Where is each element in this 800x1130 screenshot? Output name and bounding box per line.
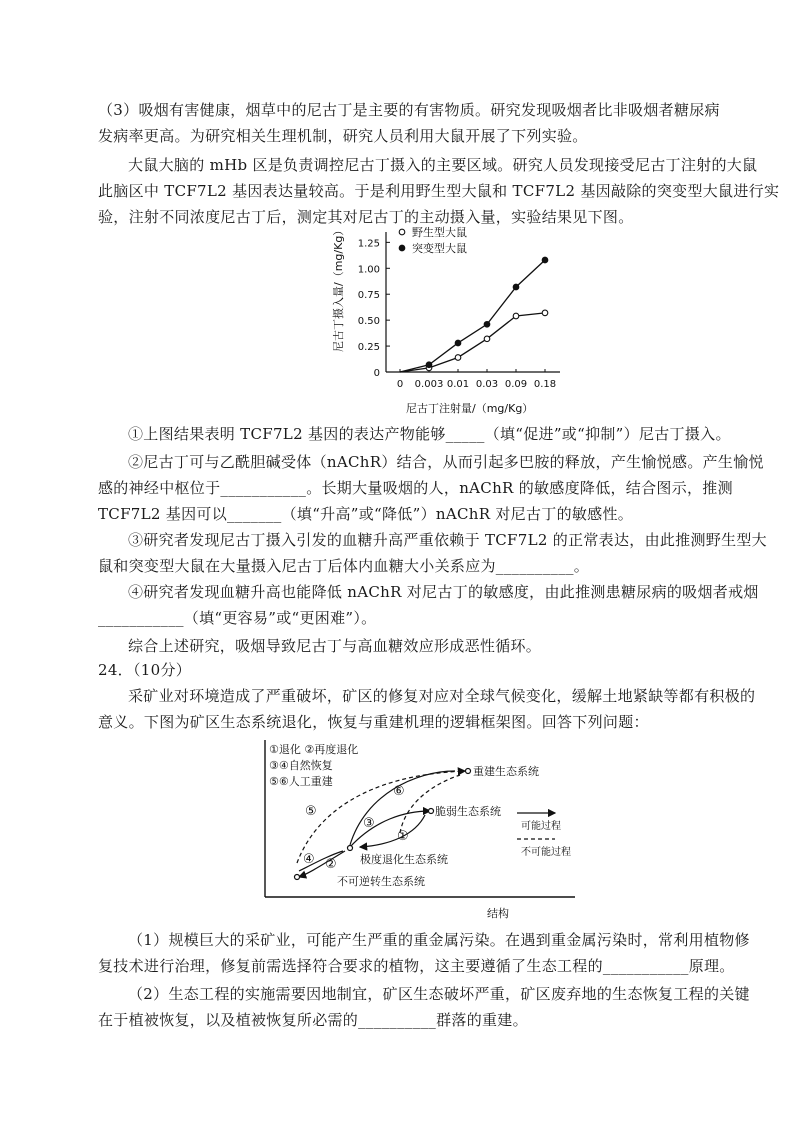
legend-marker — [399, 245, 405, 251]
y-tick-label: 0.50 — [357, 316, 380, 328]
diagram-number-5: ⑤ — [305, 804, 317, 819]
x-tick-label: 0.18 — [533, 379, 557, 390]
x-tick-label: 0.01 — [446, 379, 470, 390]
y-tick-label: 0.25 — [357, 342, 380, 354]
q23-question-3-line1: ③研究者发现尼古丁摄入引发的血糖升高严重依赖于 TCF7L2 的正常表达，由此推测野生型大 — [128, 531, 767, 549]
q23-question-2-line1: ②尼古丁可与乙酰胆碱受体（nAChR）结合，从而引起多巴胺的释放，产生愉悦感。产生愉悦 — [128, 453, 764, 471]
x-tick-label: 0.03 — [475, 379, 499, 390]
node-rebuilt-label: 重建生态系统 — [473, 765, 539, 778]
x-tick-label: 0.09 — [504, 379, 528, 390]
y-tick-label: 1.25 — [357, 238, 380, 250]
q23-para-line2: 此脑区中 TCF7L2 基因表达量较高。于是利用野生型大鼠和 TCF7L2 基因敲除的突变型大鼠进行实 — [98, 182, 780, 200]
mine-ecosystem-diagram — [255, 735, 585, 924]
q23-question-4-line1: ④研究者发现血糖升高也能降低 nAChR 对尼古丁的敏感度，由此推测患糖尿病的吸烟者戒烟 — [128, 583, 759, 601]
q23-summary: 综合上述研究，吸烟导致尼古丁与高血糖效应形成恶性循环。 — [128, 637, 542, 655]
legend-marker — [399, 229, 405, 235]
diagram-number-6: ⑥ — [393, 784, 405, 799]
diagram-number-4: ④ — [303, 852, 315, 867]
series-line-1 — [400, 313, 545, 372]
series-point-2 — [484, 321, 490, 327]
series-point-2 — [513, 284, 519, 290]
diagram-axis-label: 结构 — [487, 907, 509, 920]
key-impossible-label: 不可能过程 — [521, 847, 571, 858]
key-possible-label: 可能过程 — [521, 821, 561, 832]
chart-y-axis-label: 尼古丁摄入量/（mg/Kg） — [332, 224, 345, 352]
diagram-legend-line1: ①退化 ②再度退化 — [269, 743, 359, 756]
q23-question-1: ①上图结果表明 TCF7L2 基因的表达产物能够_____（填“促进”或“抑制”）尼古丁摄入。 — [128, 425, 731, 443]
q23-para-line3: 验，注射不同浓度尼古丁后，测定其对尼古丁的主动摄入量，实验结果见下图。 — [98, 208, 634, 226]
q24-sub1-line2: 复技术进行治理，修复前需选择符合要求的植物，这主要遵循了生态工程的___________原理。 — [98, 957, 735, 975]
q24-header: 24．（10分） — [98, 661, 192, 679]
diagram-legend-line3: ⑤⑥人工重建 — [269, 775, 333, 788]
legend-label: 突变型大鼠 — [412, 242, 467, 255]
y-tick-label: 1.00 — [357, 264, 380, 276]
q24-intro-line2: 意义。下图为矿区生态系统退化，恢复与重建机理的逻辑框架图。回答下列问题： — [98, 713, 649, 731]
diagram-number-2: ② — [325, 857, 337, 872]
q23-intro-line2: 发病率更高。为研究相关生理机制，研究人员利用大鼠开展了下列实验。 — [98, 127, 588, 145]
x-tick-label: 0 — [396, 379, 404, 390]
chart-x-axis-label: 尼古丁注射量/（mg/Kg） — [406, 402, 534, 415]
q24-intro-line1: 采矿业对环境造成了严重破坏，矿区的修复对应对全球气候变化，缓解土地紧缺等都有积极的 — [128, 687, 756, 705]
series-point-1 — [542, 310, 548, 316]
y-tick-label: 0.75 — [357, 290, 380, 302]
legend-label: 野生型大鼠 — [412, 226, 467, 239]
y-tick-label: 0 — [373, 368, 380, 379]
q23-question-2-line3: TCF7L2 基因可以_______（填“升高”或“降低”）nAChR 对尼古丁的敏感性。 — [98, 505, 634, 523]
q23-question-2-line2: 感的神经中枢位于___________。长期大量吸烟的人，nAChR 的敏感度降低，结合图示，推测 — [98, 479, 733, 497]
node-degraded-label: 极度退化生态系统 — [360, 853, 448, 866]
series-point-1 — [513, 313, 519, 319]
node-fragile-label: 脆弱生态系统 — [435, 805, 501, 818]
q23-question-3-line2: 鼠和突变型大鼠在大量摄入尼古丁后体内血糖大小关系应为__________。 — [98, 557, 590, 575]
series-line-2 — [400, 260, 545, 372]
node-irreversible-label: 不可逆转生态系统 — [337, 875, 425, 888]
diagram-number-3: ③ — [363, 816, 375, 831]
series-point-2 — [542, 257, 548, 263]
q23-question-4-line2: ___________（填“更容易”或“更困难”）。 — [98, 609, 377, 627]
q23-intro-line1: （3）吸烟有害健康，烟草中的尼古丁是主要的有害物质。研究发现吸烟者比非吸烟者糖尿病 — [98, 101, 720, 119]
series-point-2 — [426, 362, 432, 368]
q23-para-line1: 大鼠大脑的 mHb 区是负责调控尼古丁摄入的主要区域。研究人员发现接受尼古丁注射的大鼠 — [128, 156, 758, 174]
q24-sub2-line1: （2）生态工程的实施需要因地制宜，矿区生态破坏严重，矿区废弃地的生态恢复工程的关键 — [128, 985, 750, 1003]
series-point-2 — [455, 340, 461, 346]
diagram-number-1: ① — [397, 829, 409, 844]
series-point-1 — [455, 355, 461, 361]
x-tick-label: 0.003 — [414, 379, 444, 390]
series-point-1 — [484, 336, 490, 342]
q24-sub2-line2: 在于植被恢复，以及植被恢复所必需的__________群落的重建。 — [98, 1011, 528, 1029]
q24-sub1-line1: （1）规模巨大的采矿业，可能产生严重的重金属污染。在遇到重金属污染时，常利用植物修 — [128, 931, 750, 949]
diagram-legend-line2: ③④自然恢复 — [269, 759, 333, 772]
nicotine-chart — [320, 222, 580, 426]
